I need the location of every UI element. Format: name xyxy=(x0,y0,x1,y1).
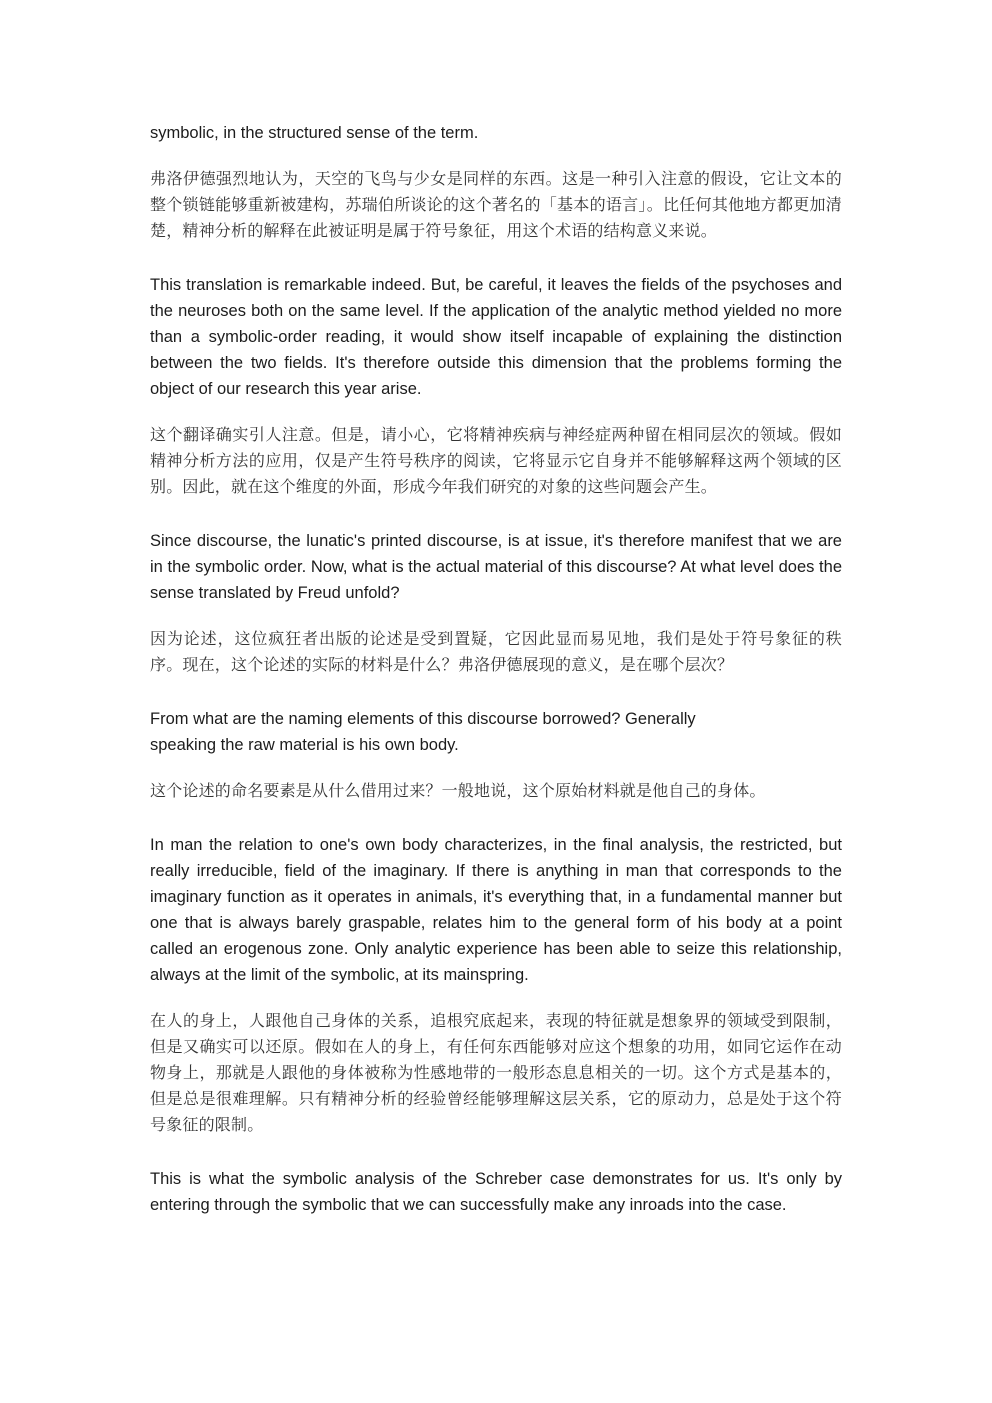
paragraph-en-3: Since discourse, the lunatic's printed discourse, is at issue, it's therefore manifest that we are in the symbolic order. Now, what is the actual material of this discourse? At what level does the sense translated by Freud unfold? xyxy=(150,532,842,602)
paragraph-zh-1: 弗洛伊德强烈地认为，天空的飞鸟与少女是同样的东西。这是一种引入注意的假设，它让文本的整个锁链能够重新被建构，苏瑞伯所谈论的这个著名的「基本的语言」。比任何其他地方都更加清楚，精神分析的解释在此被证明是属于符号象征，用这个术语的结构意义来说。 xyxy=(150,169,842,240)
paragraph-en-4-line-2: speaking the raw material is his own body. xyxy=(150,736,459,754)
paragraph-zh-4: 这个论述的命名要素是从什么借用过来？一般地说，这个原始材料就是他自己的身体。 xyxy=(150,781,766,800)
paragraph-zh-2: 这个翻译确实引人注意。但是，请小心，它将精神疾病与神经症两种留在相同层次的领域。假如精神分析方法的应用，仅是产生符号秩序的阅读，它将显示它自身并不能够解释这两个领域的区别。因此，就在这个维度的外面，形成今年我们研究的对象的这些问题会产生。 xyxy=(150,425,842,496)
paragraph-zh-3: 因为论述，这位疯狂者出版的论述是受到置疑，它因此显而易见地，我们是处于符号象征的秩序。现在，这个论述的实际的材料是什么？弗洛伊德展现的意义，是在哪个层次？ xyxy=(150,629,842,674)
paragraph-en-6: This is what the symbolic analysis of the Schreber case demonstrates for us. It's only by entering through the symbolic that we can successfully make any inroads into the case. xyxy=(150,1170,842,1214)
paragraph-en-4-line-1: From what are the naming elements of this discourse borrowed? Generally xyxy=(150,710,696,728)
paragraph-en-2: This translation is remarkable indeed. But, be careful, it leaves the fields of the psychoses and the neuroses both on the same level. If the application of the analytic method yielded no more than a symbolic-order reading, it would show itself incapable of explaining the distinction between the two fields. It's therefore outside this dimension that the problems forming the object of our research this year arise. xyxy=(150,276,842,398)
document-page xyxy=(150,120,842,1218)
paragraph-en-5: In man the relation to one's own body characterizes, in the final analysis, the restricted, but really irreducible, field of the imaginary. If there is anything in man that corresponds to the imaginary function as it operates in animals, it's everything that, in a fundamental manner but one that is always barely graspable, relates him to the general form of his body at a point called an erogenous zone. Only analytic experience has been able to seize this relationship, always at the limit of the symbolic, at its mainspring. xyxy=(150,836,842,984)
paragraph-zh-5: 在人的身上，人跟他自己身体的关系，追根究底起来，表现的特征就是想象界的领域受到限制，但是又确实可以还原。假如在人的身上，有任何东西能够对应这个想象的功用，如同它运作在动物身上，那就是人跟他的身体被称为性感地带的一般形态息息相关的一切。这个方式是基本的，但是总是很难理解。只有精神分析的经验曾经能够理解这层关系，它的原动力，总是处于这个符号象征的限制。 xyxy=(150,1011,842,1134)
paragraph-en-4 xyxy=(150,706,842,758)
paragraph-en-1: symbolic, in the structured sense of the term. xyxy=(150,124,479,142)
